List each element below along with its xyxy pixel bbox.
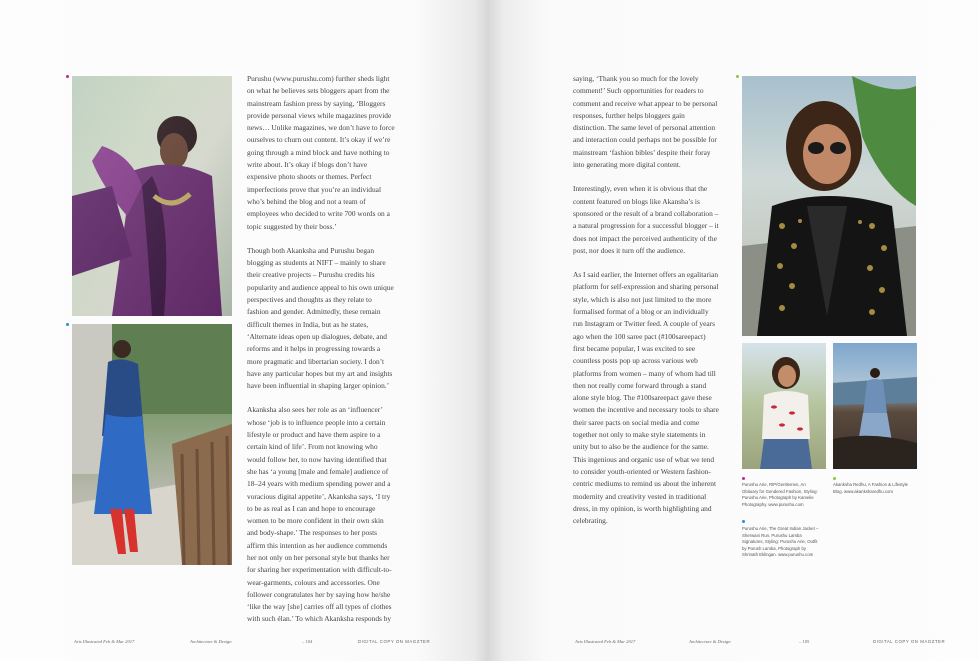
left-footer-journal: Arts Illustrated Feb & Mar 2017 (74, 639, 135, 644)
blue-marker-dot (66, 323, 69, 326)
left-footer-page-number: – 104 (302, 639, 313, 644)
left-page-number: 104 (305, 639, 313, 644)
akanksha-beach-dress-photo (833, 343, 917, 469)
left-footer-digital-copy: DIGITAL COPY ON MAGZTER (358, 639, 431, 644)
left-page (0, 0, 489, 661)
right-body-text (573, 73, 719, 539)
right-paragraph-1: saying, ‘Thank you so much for the lovely comment!’ Such opportunities for readers to comment and receive what appear to be personal responses, further helps bloggers gain distinction. The same level of personal attention and interaction could perhaps not be possible for mainstream ‘fashion bibles’ despite their foray into generating more digital content. (573, 74, 718, 170)
right-paragraph-2: Interestingly, even when it is obvious that the content featured on blogs like Akansha’s is sponsored or the result of a brand collaboration – a natural progression for a successful blogger – it does not impact the perceived authenticity of the post, nor does it turn off the audience. (573, 184, 719, 255)
green-marker-dot (736, 75, 739, 78)
caption-magenta-dot (742, 477, 745, 480)
purushu-purple-outfit-photo (72, 76, 232, 316)
right-page-number: 105 (802, 639, 810, 644)
right-page (489, 0, 979, 661)
right-paragraph-3: As I said earlier, the Internet offers an egalitarian platform for self-expression and sharing personal style, which is also not just limited to the more formalised format of a blog or an individually run Instagram or Twitter feed. A couple of years ago when the 100 saree pact (#100sareepact) first became popular, I was excited to see countless posts pop up across various web platforms from women – many of whom had till then not really come forward through a stand alone style blog. The #100sareepact gave these women the incentive and necessary tools to share their saree pacts on social media and come together not only to make style statements in unity but to also be the audience for the same. This ingenious and organic use of what we tend to consider youth-oriented or Western fashion-centric mediums to remind us about the inherent modernity and creativity vested in traditional dress, in my opinion, is worth highlighting and celebrating. (573, 270, 719, 526)
caption-akanksha-photos: Akanksha Redhu, A Fashion & Lifestyle Blog. www.akanksharedhu.com (833, 482, 909, 494)
left-paragraph-1: Purushu (www.purushu.com) further sheds light on what he believes sets bloggers apart from the mainstream fashion press by saying, ‘Bloggers provide personal views while magazines provide news… Unlike magazines, we don’t have to force ourselves to churn out content. It’s okay if we’re going through a mind block and have nothing to write about. It’s okay if blogs don’t have expensive photo shoots or themes. Perfect imperfections prove that you’re an individual who’s behind the blog and not a team of employees who decided to write 700 words on a topic suggested by their boss.’ (247, 74, 395, 231)
left-paragraph-2: Though both Akanksha and Purushu began blogging as students at NIFT – mainly to share their creative projects – Purushu credits his popularity and audience appeal to his own unique perspectives and thoughts as they relate to fashion and gender. Admittedly, these remain difficult themes in India, but as he states, ‘Alternate ideas open up dialogues, debate, and reforms and it helps in progressing towards a more pragmatic and libertarian society. I don’t have any particular hopes but my art and insights have been influential in shaping larger opinion.’ (247, 245, 394, 391)
right-footer-section: Architecture & Design (689, 639, 731, 644)
caption-green-dot (833, 477, 836, 480)
left-body-text (247, 73, 395, 638)
right-footer-page-number: – 105 (799, 639, 810, 644)
caption-magenta (742, 482, 822, 511)
right-footer-digital-copy: DIGITAL COPY ON MAGZTER (873, 639, 946, 644)
caption-blue-photo: Purushu Arie, The Great Indian Jacket – Sherwani Run. Purushu Lamba Signatures, Styling: Purushu Arie, Outfit by Purush Lamba, Photograph by Shrinath Eklingan. www.purushu.com (742, 526, 819, 558)
caption-blue-dot (742, 520, 745, 523)
purushu-blue-jacket-photo (72, 324, 232, 565)
caption-blue (742, 526, 822, 562)
akanksha-lips-top-photo (742, 343, 826, 469)
right-footer-journal: Arts Illustrated Feb & Mar 2017 (575, 639, 636, 644)
left-footer-section: Architecture & Design (190, 639, 232, 644)
caption-green (833, 482, 913, 498)
left-paragraph-3: Akanksha also sees her role as an ‘influencer’ whose ‘job is to influence people into a certain lifestyle or product and have them aspire to a certain kind of life’. From not knowing who would follow her, to now having identified that she has ‘a young [male and female] audience of 18–24 years with medium spending power and a voracious digital appetite’, Akanksha says, ‘I try to be as real as I can and hope to encourage women to be more confident in their own skin and body-shape.’ The responses to her posts affirm this intention as her audience commends her not only on her personal style but thanks her for sharing her experimentation with difficult-to-wear-garments, colours and accessories. One follower congratulates her by saying how he/she ‘like the way [she] carries off all types of clothes with such élan.’ To which Akanksha responds by (247, 405, 392, 624)
caption-purple-photo: Purushu Arie, RIP/Gentlemen, An Obituary for Gendered Fashion, Styling: Purushu Arie, Photograph by Kamelie Photography. www.purushu.com (742, 482, 818, 507)
magenta-marker-dot (66, 75, 69, 78)
akanksha-black-jacket-photo (742, 76, 916, 336)
